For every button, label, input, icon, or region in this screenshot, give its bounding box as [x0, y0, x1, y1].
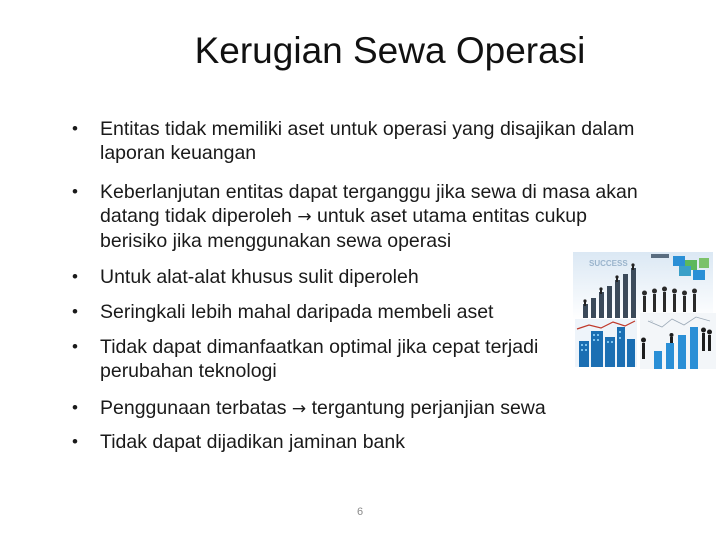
bullet-item	[72, 396, 642, 421]
bullet-text-segment: tergantung perjanjian sewa	[306, 397, 546, 419]
bullet-text	[100, 335, 570, 383]
bullet-dot-icon: •	[72, 432, 78, 451]
team-growth-image	[640, 313, 716, 369]
bullet-text	[100, 430, 642, 454]
bullet-text-segment: untuk aset utama entitas cukup berisiko jika menggunakan sewa operasi	[100, 205, 587, 252]
slide-title: Kerugian Sewa Operasi	[194, 30, 586, 71]
bullet-text	[100, 300, 642, 324]
bullet-item	[72, 335, 642, 383]
page-number: 6	[356, 506, 364, 518]
bullet-item	[72, 300, 642, 324]
bullet-text-segment: Untuk alat-alat khusus sulit diperoleh	[100, 266, 419, 288]
bullet-dot-icon: •	[72, 119, 78, 138]
arrow-right-icon: →	[297, 207, 312, 227]
success-stairs-image	[573, 252, 713, 320]
bullet-dot-icon: •	[72, 302, 78, 321]
bullet-item	[72, 180, 642, 253]
bullet-text	[100, 180, 642, 253]
arrow-right-icon: →	[291, 399, 307, 419]
svg-text:~: ~	[650, 319, 654, 325]
bullet-dot-icon: •	[72, 182, 78, 201]
bullet-text-segment: Seringkali lebih mahal daripada membeli aset	[100, 301, 494, 323]
bullet-text-segment: Entitas tidak memiliki aset untuk operasi yang disajikan dalam laporan keuangan	[100, 118, 635, 164]
bullet-dot-icon: •	[72, 398, 78, 417]
bullet-text-segment: Keberlanjutan entitas dapat terganggu jika sewa di masa akan datang tidak diperoleh	[100, 181, 638, 227]
bullet-item	[72, 117, 642, 165]
bullet-dot-icon: •	[72, 337, 78, 356]
bullet-dot-icon: •	[72, 267, 78, 286]
bullet-item	[72, 265, 642, 289]
bullet-item	[72, 430, 642, 454]
cityscape-chart-image	[575, 319, 637, 367]
bullet-text	[100, 117, 642, 165]
bullet-text-segment: Tidak dapat dimanfaatkan optimal jika cepat terjadi perubahan teknologi	[100, 336, 539, 382]
success-word: SUCCESS	[589, 259, 628, 268]
bullet-text	[100, 265, 642, 289]
bullet-text-segment: Tidak dapat dijadikan jaminan bank	[100, 431, 405, 453]
bullet-text	[100, 396, 642, 421]
bullet-text-segment: Penggunaan terbatas	[100, 397, 292, 419]
